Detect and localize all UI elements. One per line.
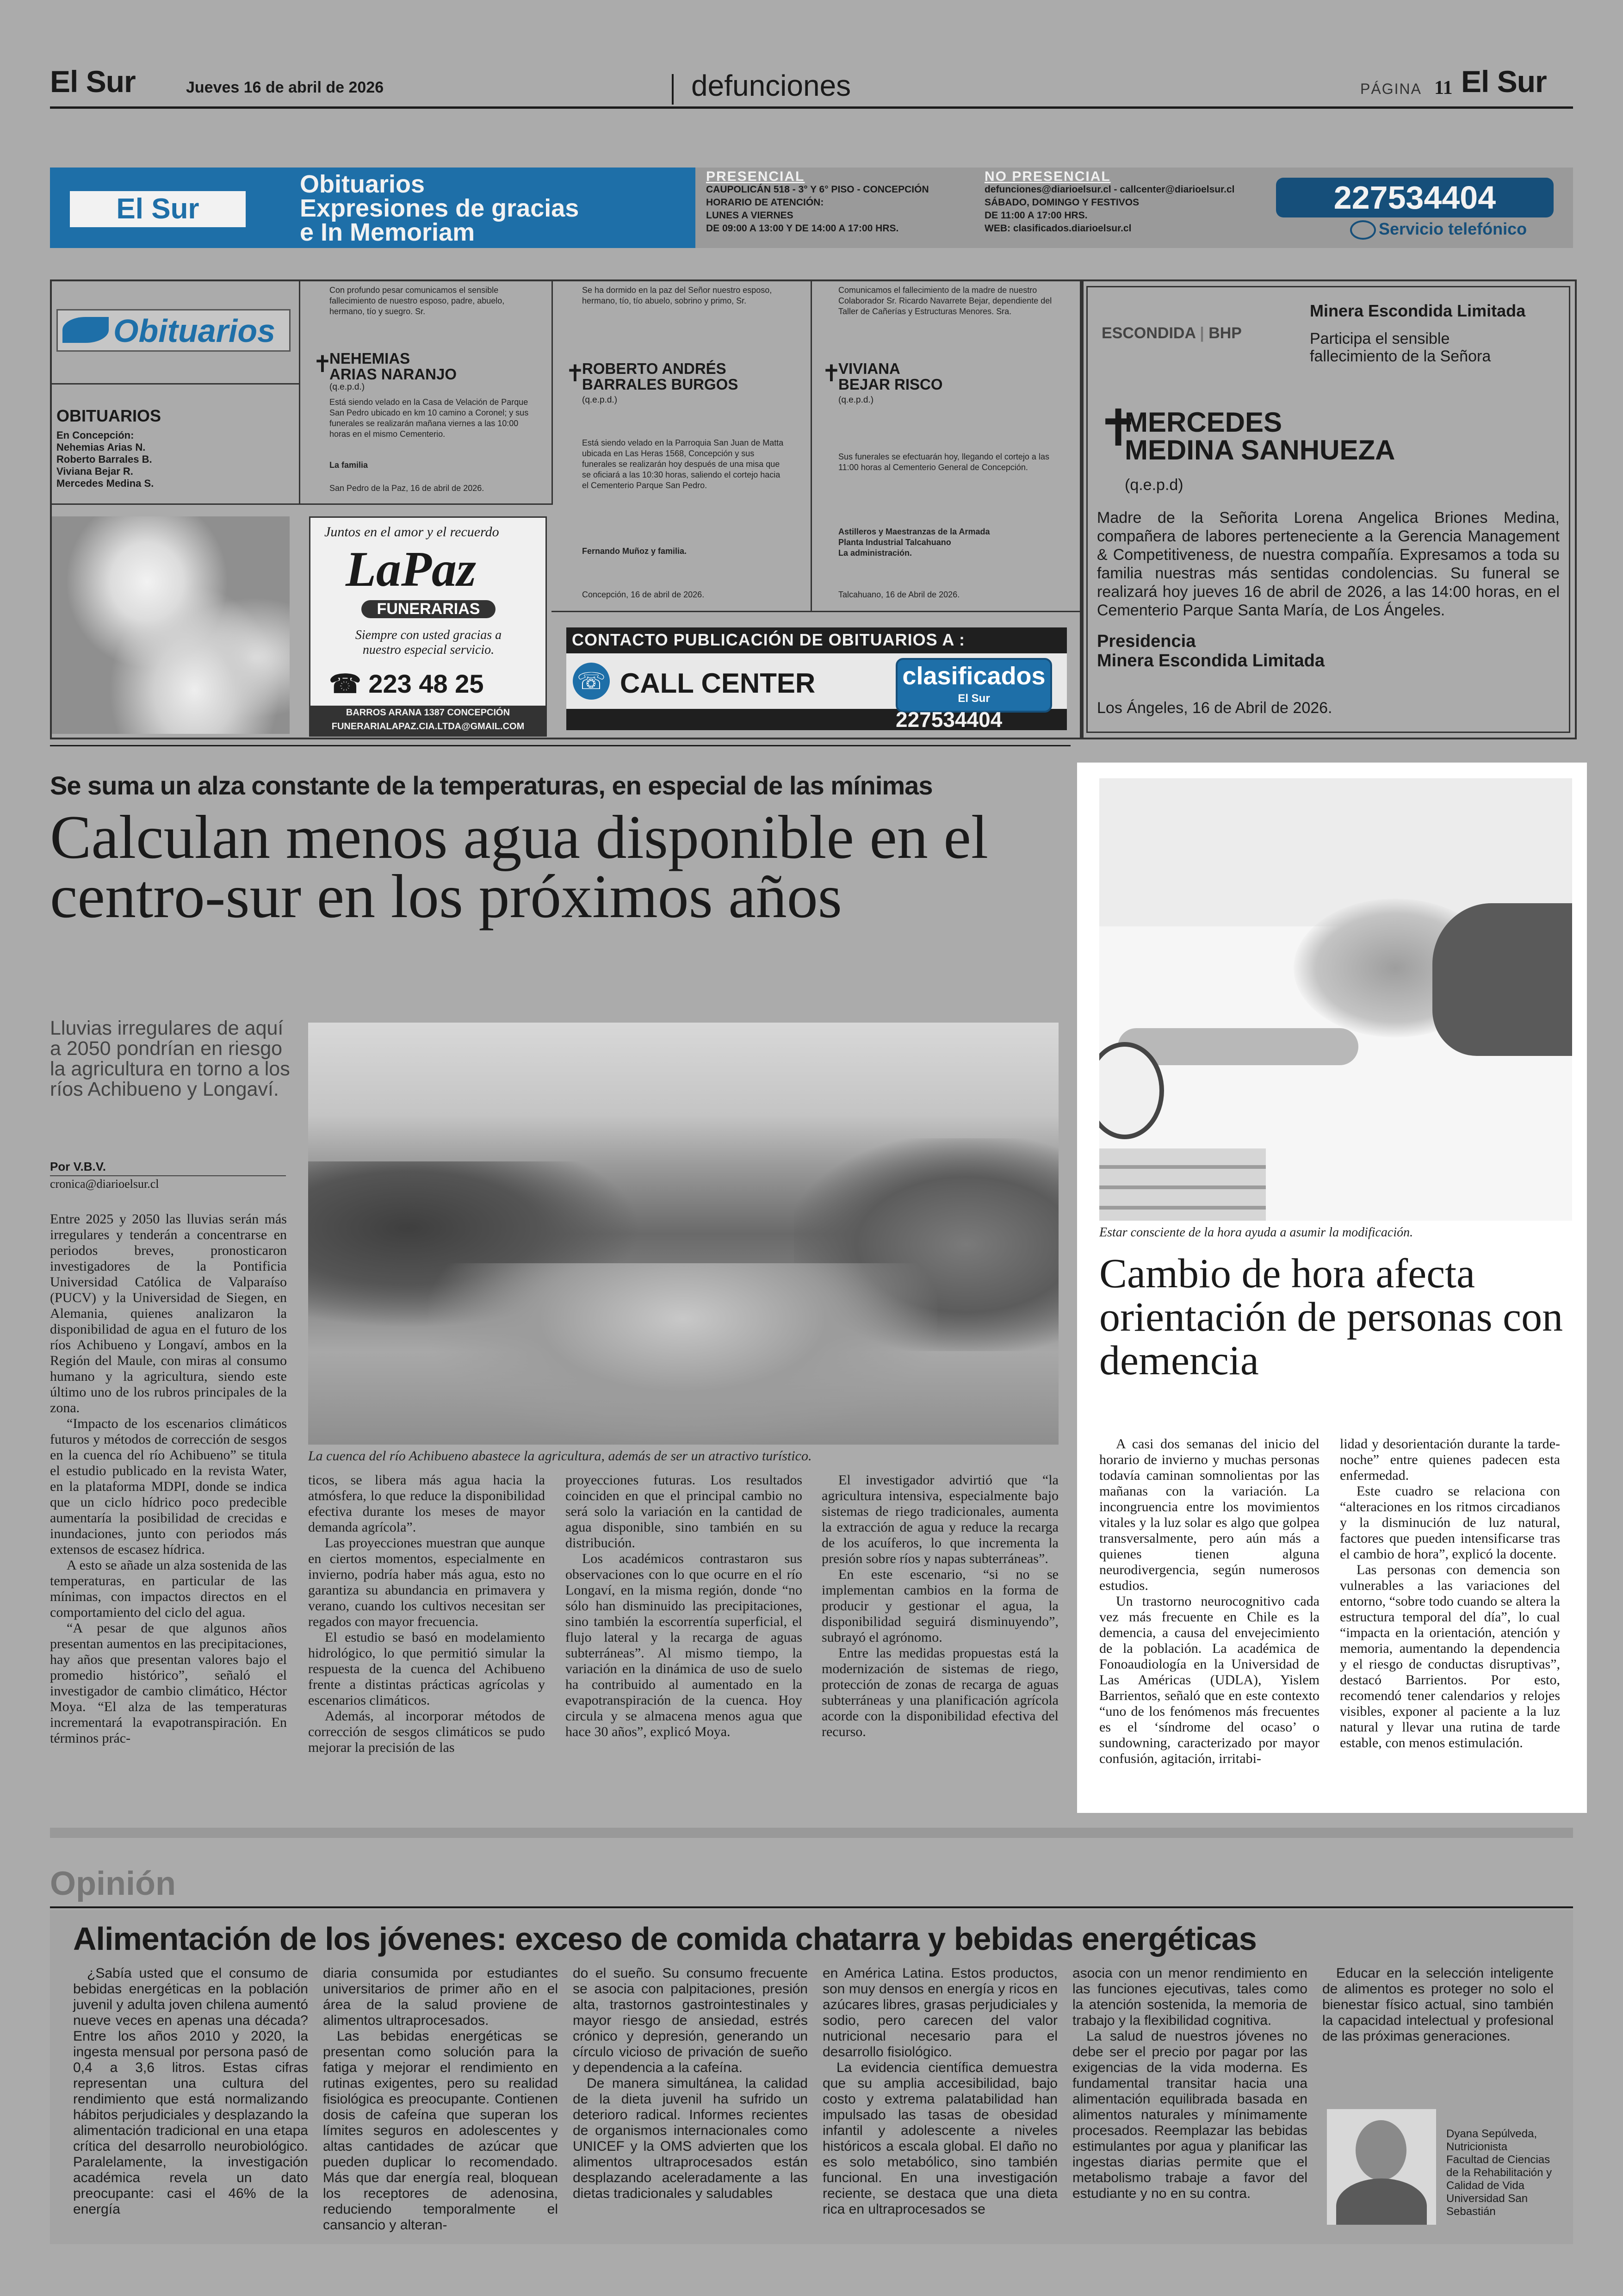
opinion-top-bar bbox=[50, 1828, 1573, 1838]
cross-icon: ✝ bbox=[1097, 400, 1140, 457]
banner-title: Obituarios Expresiones de gracias e In Memoriam bbox=[300, 170, 579, 246]
obituary-card-arias bbox=[299, 281, 553, 505]
classifieds-sub: El Sur bbox=[958, 692, 990, 705]
opinion-column-6 bbox=[1322, 1966, 1554, 2044]
river-photo-caption: La cuenca del río Achibueno abastece la agricultura, además de ser un atractivo turístico. bbox=[308, 1448, 812, 1464]
obituary-name: VIVIANA BEJAR RISCO bbox=[838, 360, 943, 393]
article-column-4 bbox=[822, 1472, 1059, 1740]
obituary-index-list: En Concepción: Nehemias Arias N. Roberto Barrales B. Viviana Bejar R. Mercedes Medina S. bbox=[56, 429, 154, 489]
lapaz-address: BARROS ARANA 1387 CONCEPCIÓN bbox=[346, 707, 510, 718]
obituary-signature: Astilleros y Maestranzas de la Armada Planta Industrial Talcahuano La administración. bbox=[838, 527, 990, 558]
obituary-place-date: Concepción, 16 de abril de 2026. bbox=[582, 590, 705, 599]
minera-deceased-name: MERCEDES MEDINA SANHUEZA bbox=[1125, 407, 1395, 465]
obituary-qepd: (q.e.p.d.) bbox=[838, 395, 874, 405]
escondida-logo bbox=[1102, 324, 1242, 342]
banner-logo: El Sur bbox=[68, 190, 247, 229]
river-photo bbox=[308, 1023, 1059, 1445]
minera-qepd: (q.e.p.d) bbox=[1125, 476, 1183, 494]
minera-participa: Participa el sensible fallecimiento de la Señora bbox=[1310, 330, 1491, 365]
masthead-right: El Sur bbox=[1461, 64, 1547, 99]
sidebar-paragraph: A casi dos semanas del inicio del horario de invierno y muchas personas todavía caminan somnolientas por las mañanas con la variación. La incongruencia entre los movimientos vitales y la luz solar es algo que golpea transversalmente, pero aún más a quienes tienen alguna neurodivergencia, según numerosos estudios. bbox=[1099, 1436, 1319, 1593]
obituary-name: ROBERTO ANDRÉS BARRALES BURGOS bbox=[582, 360, 738, 393]
opinion-box bbox=[50, 1910, 1573, 2244]
opinion-paragraph: diaria consumida por estudiantes universitarios de primer año en el área de la salud proviene de alimentos ultraprocesados. bbox=[323, 1966, 558, 2028]
article-deck: Lluvias irregulares de aquí a 2050 pondrían en riesgo la agricultura en torno a los ríos Achibueno y Longaví. bbox=[50, 1017, 290, 1100]
lapaz-tagline: Juntos en el amor y el recuerdo bbox=[324, 524, 499, 540]
sidebar-article bbox=[1077, 763, 1587, 1813]
article-paragraph: ticos, se libera más agua hacia la atmósfera, lo que reduce la disponibilidad efectiva durante los meses de mayor demanda agrícola”. bbox=[308, 1472, 545, 1535]
obituary-qepd: (q.e.p.d.) bbox=[582, 395, 618, 405]
obituary-qepd: (q.e.p.d.) bbox=[329, 382, 365, 392]
dove-icon bbox=[62, 317, 109, 343]
lapaz-ad bbox=[309, 516, 547, 737]
article-paragraph: “A pesar de que algunos años presentan aumentos en las precipitaciones, hay años que presentan valores bajo el promedio histórico”, señaló el investigador de cambio climático, Héctor Moya. “El alza de las temperaturas incrementará la evapotranspiración. En términos prác- bbox=[50, 1620, 287, 1746]
article-column-1 bbox=[50, 1211, 287, 1746]
river-photo-water bbox=[428, 1263, 937, 1445]
opinion-paragraph: do el sueño. Su consumo frecuente se asocia con palpitaciones, presión alta, trastornos gastrointestinales y mayor riesgo de ansiedad, estrés crónico y depresión, generando un círculo vicioso de privación de sueño y dependencia a la cafeína. bbox=[573, 1966, 808, 2075]
sidebar-column-1 bbox=[1099, 1436, 1319, 1767]
article-paragraph: “Impacto de los escenarios climáticos futuros y métodos de corrección de sesgos en la cuenca del río Achibueno” se titula el estudio publicado en la revista Water, en la plataforma MDPI, donde se indica que un ciclo hídrico poco predecible aumentaría la posibilidad de crecidas e inundaciones, junto con periodos más extensos de escasez hídrica. bbox=[50, 1416, 287, 1557]
minera-company: Minera Escondida Limitada bbox=[1310, 301, 1526, 320]
lapaz-name: LaPaz bbox=[346, 542, 476, 597]
author-photo-head bbox=[1356, 2120, 1406, 2180]
opinion-column-4 bbox=[823, 1966, 1058, 2217]
sidebar-column-2 bbox=[1340, 1436, 1560, 1751]
telephone-icon: ☎ bbox=[329, 669, 361, 698]
obituary-index-rule bbox=[52, 383, 299, 385]
opinion-paragraph: La salud de nuestros jóvenes no debe ser el precio por pagar por las exigencias de la vida moderna. Es fundamental transitar hacia una alimentación equilibrada basada en alimentos naturales y mínimamente procesados. Reemplazar las bebidas estimulantes por agua y planificar las ingestas diarias permite que el metabolismo trabaje a favor del estudiante y no en su contra. bbox=[1072, 2029, 1307, 2201]
lapaz-phone-number: 223 48 25 bbox=[368, 669, 484, 698]
presencial-label: PRESENCIAL bbox=[706, 169, 805, 184]
article-paragraph: A esto se añade un alza sostenida de las temperaturas, en particular de las mínimas, con impactos directos en el comportamiento del ciclo del agua. bbox=[50, 1558, 287, 1620]
obituary-intro: Se ha dormido en la paz del Señor nuestro esposo, hermano, tío, tío abuelo, sobrino y primo, Sr. bbox=[582, 285, 772, 305]
lapaz-email: FUNERARIALAPAZ.CIA.LTDA@GMAIL.COM bbox=[331, 721, 525, 732]
issue-date: Jueves 16 de abril de 2026 bbox=[186, 79, 384, 96]
article-paragraph: proyecciones futuras. Los resultados coinciden en que el principal cambio no será solo la variación en la cantidad de agua disponible, sino también en su distribución. bbox=[565, 1472, 802, 1551]
presencial-lines: CAUPOLICÁN 518 - 3° Y 6° PISO - CONCEPCIÓN HORARIO DE ATENCIÓN: LUNES A VIERNES DE 09:00 A 13:00 Y DE 14:00 A 17:00 HRS. bbox=[706, 184, 929, 234]
cross-icon: ✝ bbox=[565, 360, 585, 386]
opinion-column-3 bbox=[573, 1966, 808, 2202]
opinion-title: Alimentación de los jóvenes: exceso de comida chatarra y bebidas energéticas bbox=[73, 1921, 1257, 1957]
minera-text: Madre de la Señorita Lorena Angelica Briones Medina, compañera de labores perteneciente a la Gerencia Management & Competitiveness, de nuestra compañía. Expresamos a toda su familia nuestras más sentidas condolencias. Su funeral se realizará hoy jueves 16 de abril de 2026, a las 14:00 horas, en el Cementerio Parque Santa María, de Los Ángeles. bbox=[1097, 509, 1560, 619]
cross-icon: ✝ bbox=[313, 351, 332, 377]
obituary-card-bejar bbox=[811, 281, 1082, 612]
byline-rule bbox=[50, 1175, 286, 1176]
opinion-column-2 bbox=[323, 1966, 558, 2233]
sidebar-paragraph: Este cuadro se relaciona con “alteraciones en los ritmos circadianos y la disminución de luz natural, factores que pueden intensificarse tras el cambio de hora”, explicó la docente. bbox=[1340, 1483, 1560, 1562]
lapaz-footer bbox=[310, 706, 545, 735]
masthead-left: El Sur bbox=[50, 64, 136, 99]
article-column-2 bbox=[308, 1472, 545, 1756]
section-rule bbox=[50, 745, 1071, 746]
opinion-paragraph: ¿Sabía usted que el consumo de bebidas energéticas en la población juvenil y adulta joven chilena aumentó nueve veces en apenas una década? Entre los años 2010 y 2020, la ingesta mensual por persona pasó de 0,4 a 3,6 litros. Estas cifras representan una cultura del rendimiento que está normalizando hábitos perjudiciales y desplazando la alimentación tradicional en una etapa crítica del desarrollo neurobiológico. Paralelamente, la investigación académica revela un dato preocupante: casi el 46% de la energía bbox=[73, 1966, 308, 2217]
article-paragraph: Entre las medidas propuestas está la modernización de sistemas de riego, protección de zonas de recarga de aguas subterráneas y una planificación agrícola acorde con la disponibilidad efectiva del recurso. bbox=[822, 1645, 1059, 1739]
page-label: PÁGINA bbox=[1360, 81, 1422, 97]
minera-notice bbox=[1080, 279, 1577, 739]
photo-shirt bbox=[1432, 903, 1572, 1056]
page-number: 11 bbox=[1434, 77, 1453, 99]
escondida-logo-text: ESCONDIDA bbox=[1102, 324, 1196, 342]
minera-place-date: Los Ángeles, 16 de Abril de 2026. bbox=[1097, 699, 1332, 717]
contact-title: CONTACTO PUBLICACIÓN DE OBITUARIOS A : bbox=[572, 630, 965, 649]
nopresencial-info bbox=[985, 170, 1271, 235]
minera-sign: Presidencia Minera Escondida Limitada bbox=[1097, 632, 1325, 670]
opinion-paragraph: Las bebidas energéticas se presentan como solución para la fatiga y mejorar el rendimiento en rutinas exigentes, pero su realidad fisiológica es preocupante. Contienen dosis de cafeína que superan los límites seguros en adolescentes y altas cantidades de azúcar que pueden duplicar lo recomendado. Más que dar energía real, bloquean los receptores de adenosina, reduciendo temporalmente el cansancio y alteran- bbox=[323, 2029, 558, 2233]
contact-phone: 227534404 bbox=[896, 707, 1003, 732]
article-paragraph: El estudio se basó en modelamiento hidrológico, lo que permitió simular la respuesta de la cuenca del Achibueno frente a distintas prácticas agrícolas y escenarios climáticos. bbox=[308, 1630, 545, 1708]
article-paragraph: En este escenario, “si no se implementan cambios en la forma de producir y gestionar el agua, la disponibilidad seguirá disminuyendo”, subrayó el agrónomo. bbox=[822, 1567, 1059, 1645]
obituary-intro: Comunicamos el fallecimiento de la madre de nuestro Colaborador Sr. Ricardo Navarrete Bejar, dependiente del Taller de Cañerías y Estructuras Menores. Sra. bbox=[838, 285, 1052, 316]
article-column-3 bbox=[565, 1472, 802, 1740]
obituary-index-cell bbox=[52, 281, 300, 505]
contact-call-center bbox=[566, 627, 1067, 730]
article-headline: Calculan menos agua disponible en el centro-sur en los próximos años bbox=[50, 803, 989, 931]
opinion-rule bbox=[50, 1906, 1573, 1908]
service-label: Servicio telefónico bbox=[1379, 219, 1527, 238]
sidebar-paragraph: Un trastorno neurocognitivo cada vez más frecuente en Chile es la demencia, a causa del envejecimiento de la población. La académica de Fonoaudiología en la Universidad de Las Américas (UDLA), Yislem Barrientos, señaló que en este contexto “uno de los fenómenos más frecuentes es el ‘síndrome del ocaso’ o sundowning, caracterizado por mayor confusión, agitación, irritabi- bbox=[1099, 1594, 1319, 1766]
article-byline: Por V.B.V. bbox=[50, 1160, 106, 1173]
obituary-text: Está siendo velado en la Parroquia San Juan de Matta ubicada en Las Heras 1568, Concepción y sus funerales se realizarán hoy después de una misa que se oficiará a las 10:30 horas, saliendo el cortejo hacia el Cementerio Parque San Pedro. bbox=[582, 438, 784, 490]
obituary-signature: La familia bbox=[329, 460, 368, 470]
phone-icon bbox=[1350, 220, 1376, 240]
lapaz-label: FUNERARIAS bbox=[361, 600, 496, 618]
clouds-image bbox=[52, 516, 290, 734]
article-paragraph: Además, al incorporar métodos de corrección de sesgos climáticos se pudo mejorar la precisión de las bbox=[308, 1708, 545, 1755]
bhp-logo-text: BHP bbox=[1208, 324, 1242, 342]
obituary-text: Está siendo velado en la Casa de Velación de Parque San Pedro ubicado en km 10 camino a Coronel; y sus funerales se realizarán mañana viernes a las 10:00 horas en el mismo Cementerio. bbox=[329, 397, 529, 439]
section-divider bbox=[672, 74, 674, 105]
obituary-intro: Con profundo pesar comunicamos el sensible fallecimiento de nuestro esposo, padre, abuelo, hermano, tío y suegro. Sr. bbox=[329, 285, 505, 316]
presencial-info bbox=[706, 170, 984, 235]
minera-inner-frame bbox=[1086, 286, 1570, 733]
opinion-paragraph: en América Latina. Estos productos, son muy densos en energía y ricos en azúcares libres, grasas perjudiciales y sodio, pero carecen del valor nutricional necesario para el desarrollo fisiológico. bbox=[823, 1966, 1058, 2060]
call-center-label: CALL CENTER bbox=[620, 668, 816, 699]
sidebar-photo-caption: Estar consciente de la hora ayuda a asumir la modificación. bbox=[1099, 1225, 1413, 1240]
sidebar-headline: Cambio de hora afecta orientación de personas con demencia bbox=[1099, 1251, 1563, 1384]
sidebar-paragraph: Las personas con demencia son vulnerables a las variaciones del entorno, “sobre todo cuando se altera la estructura temporal del día”, lo cual “impacta en la orientación, atención y memoria, aumentando la dependencia y el riesgo de conductas disruptivas”, destacó Barrientos. Por esto, recomendó tener calendarios y relojes visibles, exponer al paciente a la luz natural y llevar una rutina de tarde estable, con menos estimulación. bbox=[1340, 1562, 1560, 1750]
phone-service bbox=[1350, 219, 1527, 240]
logo-divider: | bbox=[1200, 324, 1204, 342]
opinion-column-1 bbox=[73, 1966, 308, 2217]
banner-phone: 227534404 bbox=[1276, 178, 1554, 217]
nopresencial-lines: defunciones@diarioelsur.cl - callcenter@diarioelsur.cl SÁBADO, DOMINGO Y FESTIVOS DE 11:00 A 17:00 HRS. WEB: clasificados.diarioelsur.cl bbox=[985, 184, 1235, 234]
classifieds-logo bbox=[896, 658, 1052, 713]
article-paragraph: Entre 2025 y 2050 las lluvias serán más irregulares y tenderán a concentrarse en periodos breves, pronosticaron investigadores de la Pontificia Universidad Católica de Valparaíso (PUCV) y la Universidad de Siegen, en Alemania, quienes analizaron la disponibilidad de agua en el futuro de los ríos Achibueno y Longaví, ambos en la Región del Maule, con miras al consumo humano y la agricultura, siendo este último uno de los rubros principales de la zona. bbox=[50, 1211, 287, 1415]
obituarios-logo-text: Obituarios bbox=[113, 313, 276, 349]
obituary-signature: Fernando Muñoz y familia. bbox=[582, 546, 687, 556]
article-kicker: Se suma un alza constante de la temperaturas, en especial de las mínimas bbox=[50, 771, 933, 800]
obituary-card-barrales bbox=[551, 281, 812, 612]
article-paragraph: Los académicos contrastaron sus observaciones con lo que ocurre en el río Longaví, en la misma región, donde “no sólo han disminuido las precipitaciones, sino también la escorrentía superficial, el flujo lateral y la recarga de aguas subterráneas”. Al mismo tiempo, la variación en la dinámica de uso de suelo ha contribuido al aumentado en la evapotranspiración de la cuenca. Hoy circula y se almacena menos agua que hace 30 años”, explicó Moya. bbox=[565, 1551, 802, 1739]
classifieds-title: clasificados bbox=[902, 662, 1046, 690]
opinion-column-5 bbox=[1072, 1966, 1307, 2202]
obituary-grid bbox=[50, 279, 1084, 739]
obituary-banner bbox=[50, 168, 1573, 248]
opinion-label: Opinión bbox=[50, 1865, 176, 1902]
obituary-text: Sus funerales se efectuarán hoy, llegando el cortejo a las 11:00 horas al Cementerio General de Concepción. bbox=[838, 452, 1049, 472]
obituarios-logo bbox=[56, 309, 291, 352]
obituary-name: NEHEMIAS ARIAS NARANJO bbox=[329, 350, 457, 383]
author-photo bbox=[1327, 2109, 1436, 2225]
lapaz-slogan: Siempre con usted gracias a nuestro especial servicio. bbox=[355, 628, 502, 657]
article-paragraph: El investigador advirtió que “la agricultura intensiva, especialmente bajo sistemas de riego tradicionales, aumenta la extracción de agua y reduce la recarga de los acuíferos, lo que incrementa la presión sobre ríos y napas subterráneas”. bbox=[822, 1472, 1059, 1566]
opinion-paragraph: La evidencia científica demuestra que su amplia accesibilidad, bajo costo y extrema palatabilidad han impulsado las tasas de obesidad infantil y adolescente a niveles históricos a escala global. El daño no es solo metabólico, sino también funcional. En una investigación reciente, se destaca que una dieta rica en ultraprocesados se bbox=[823, 2060, 1058, 2217]
opinion-paragraph: De manera simultánea, la calidad de la dieta juvenil ha sufrido un deterioro radical. Informes recientes de organismos internacionales como UNICEF y la OMS advierten que los alimentos ultraprocesados están desplazando aceleradamente a las dietas tradicionales y saludables bbox=[573, 2076, 808, 2201]
lapaz-phone bbox=[329, 669, 483, 699]
article-email: cronica@diarioelsur.cl bbox=[50, 1177, 159, 1191]
sleeping-man-photo bbox=[1099, 778, 1572, 1221]
nopresencial-label: NO PRESENCIAL bbox=[985, 169, 1111, 184]
photo-books bbox=[1099, 1148, 1266, 1221]
obituary-place-date: Talcahuano, 16 de Abril de 2026. bbox=[838, 590, 960, 599]
obituary-place-date: San Pedro de la Paz, 16 de abril de 2026. bbox=[329, 484, 484, 493]
opinion-paragraph: asocia con un menor rendimiento en las funciones ejecutivas, tales como la atención sostenida, la memoria de trabajo y la flexibilidad cognitiva. bbox=[1072, 1966, 1307, 2028]
obituary-index-title: OBITUARIOS bbox=[56, 406, 161, 425]
author-photo-body bbox=[1336, 2178, 1427, 2225]
headset-icon: ☏ bbox=[573, 663, 610, 700]
cross-icon: ✝ bbox=[822, 360, 841, 386]
sidebar-paragraph: lidad y desorientación durante la tarde-noche” entre quienes padecen esta enfermedad. bbox=[1340, 1436, 1560, 1483]
header-rule bbox=[50, 106, 1573, 109]
author-credit: Dyana Sepúlveda, Nutricionista Facultad de Ciencias de la Rehabilitación y Calidad de Vida Universidad San Sebastián bbox=[1446, 2128, 1552, 2218]
article-paragraph: Las proyecciones muestran que aunque en ciertos momentos, especialmente en invierno, podría haber más agua, esto no garantiza su abundancia en primavera y verano, cuando los cultivos necesitan ser regados con mayor frecuencia. bbox=[308, 1535, 545, 1629]
section-name: defunciones bbox=[691, 69, 851, 102]
opinion-paragraph: Educar en la selección inteligente de alimentos es proteger no solo el bienestar físico actual, sino también la capacidad intelectual y profesional de las próximas generaciones. bbox=[1322, 1966, 1554, 2044]
